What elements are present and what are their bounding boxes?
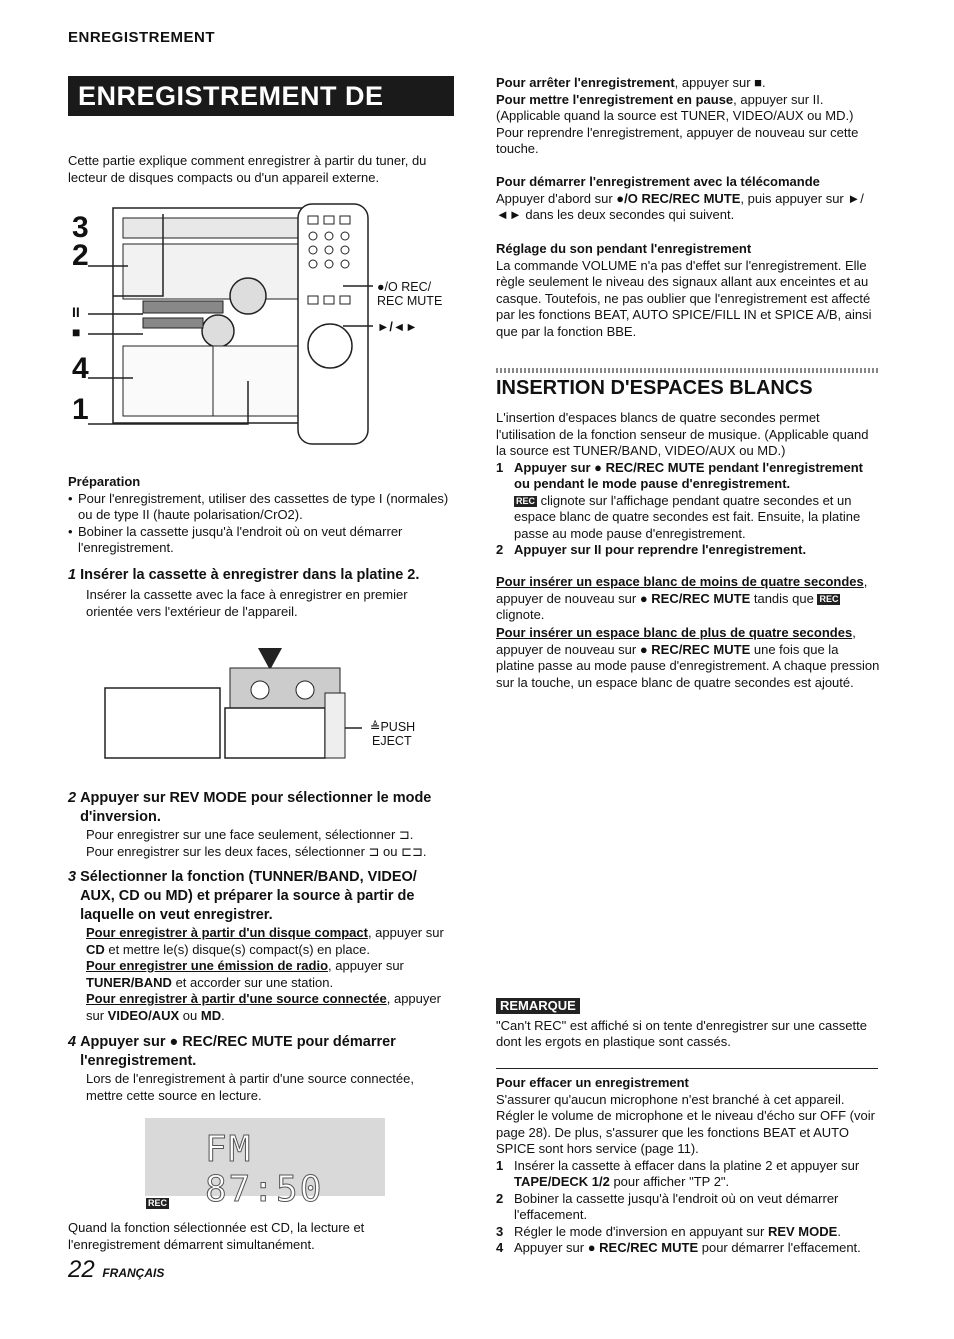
figure-label-stop: ■ (72, 324, 81, 340)
step-title: Insérer la cassette à enregistrer dans la platine 2. (80, 567, 420, 583)
page-title: ENREGISTREMENT DE BASE (68, 76, 454, 116)
step-number: 1 (496, 1157, 504, 1173)
pause-heading: Pour mettre l'enregistrement en pause (496, 91, 734, 107)
remarque-section (496, 998, 880, 1051)
list-item: • Pour l'enregistrement, utiliser des cassettes de type I (normales) ou de type II (haute polarisation/CrO2). (68, 491, 452, 524)
page-language: FRANÇAIS (102, 1266, 165, 1280)
cd-note: Quand la fonction sélectionnée est CD, la lecture et l'enregistrement démarrent simultanément. (68, 1220, 365, 1252)
cd-key: CD (86, 941, 105, 957)
step-body-line2: Pour enregistrer sur les deux faces, sélectionner ⊐ ou ⊏⊐. (86, 843, 427, 859)
text: Appuyer sur (514, 1240, 588, 1255)
divider (496, 1068, 878, 1069)
rec-indicator: REC (819, 593, 839, 604)
eject-label: EJECT (372, 734, 412, 748)
erase-steps (496, 1158, 880, 1257)
list-item (496, 1158, 880, 1191)
section-divider (496, 368, 878, 373)
page-footer (68, 1256, 165, 1283)
rec-label-line2: REC MUTE (377, 294, 443, 308)
text: et accorder sur une station. (171, 974, 334, 990)
list-item (496, 542, 880, 559)
text: pour afficher "TP 2". (609, 1174, 730, 1189)
step-title: Appuyer sur II pour reprendre l'enregistrement. (514, 542, 807, 557)
figure-label-pause: II (72, 304, 80, 320)
insert-body: L'insertion d'espaces blancs de quatre secondes permet l'utilisation de la fonction senseur de musique. (Applicable quand la source est TUNER/BAND, VIDEO/AUX ou MD.) (496, 410, 869, 458)
step3-cd-heading: Pour enregistrer à partir d'un disque compact (86, 925, 368, 940)
step3-radio (68, 958, 452, 991)
text: , appuyer sur ■. (674, 75, 766, 90)
rec-key: ● REC/REC MUTE (587, 1240, 699, 1255)
rec-key: ● REC/REC MUTE (639, 641, 751, 657)
step-body: Insérer la cassette avec la face à enregistrer en premier orientée vers l'extérieur de l'appareil. (86, 587, 408, 619)
text: , appuyer sur (367, 925, 444, 940)
step-number: 2 (496, 1190, 504, 1206)
rev-mode-key: REV MODE (767, 1223, 838, 1239)
step-title: Appuyer sur REV MODE pour sélectionner le mode d'inversion. (80, 790, 432, 825)
remote-section (496, 174, 880, 224)
insert-steps (496, 460, 880, 559)
step-number: 2 (68, 790, 77, 806)
list-item: • Bobiner la cassette jusqu'à l'endroit où on veut démarrer l'enregistrement. (68, 524, 452, 557)
rec-key: ● REC/REC MUTE (639, 590, 751, 606)
text: Insérer la cassette à effacer dans la platine 2 et appuyer sur (514, 1157, 860, 1173)
step-number: 4 (496, 1240, 504, 1255)
step-title: Sélectionner la fonction (TUNNER/BAND, VIDEO/ AUX, CD ou MD) et préparer la source à partir de laquelle on veut enregistrer. (80, 869, 417, 923)
text: , appuyer sur (86, 991, 441, 1023)
text: et mettre le(s) disque(s) compact(s) en place. (104, 941, 370, 957)
text: clignote. (496, 607, 545, 622)
step3-source (68, 991, 452, 1024)
step-1 (68, 566, 452, 620)
step3-source-heading: Pour enregistrer à partir d'une source connectée (86, 991, 387, 1006)
rec-indicator: REC (516, 495, 536, 506)
text: tandis que (750, 590, 818, 606)
text: , puis appuyer sur ►/◄► dans les deux secondes qui suivent. (496, 190, 864, 222)
text: ou (179, 1007, 201, 1023)
text: clignote sur l'affichage pendant quatre secondes et un espace blanc de quatre secondes est fait. Ensuite, la platine passe au mode pause d'enregistrement. (514, 492, 861, 541)
section-kicker: ENREGISTREMENT (68, 29, 216, 46)
step-body: Lors de l'enregistrement à partir d'une source connectée, mettre cette source en lecture. (86, 1071, 414, 1103)
step-title: Appuyer sur ● REC/REC MUTE pour démarrer l'enregistrement. (80, 1034, 396, 1069)
text: Bobiner la cassette jusqu'à l'endroit où on veut démarrer l'effacement. (514, 1190, 839, 1222)
tuner-key: TUNER/BAND (86, 974, 172, 990)
step-number: 3 (496, 1223, 504, 1239)
figure-label-3: 3 (72, 211, 89, 244)
rec-indicator: REC (148, 1198, 168, 1208)
step3-cd (68, 925, 452, 958)
play-label: ►/◄► (377, 320, 418, 334)
text: Appuyer d'abord sur (496, 190, 617, 206)
insert-section (496, 376, 880, 559)
figure-label-4: 4 (72, 352, 89, 385)
more-heading: Pour insérer un espace blanc de plus de quatre secondes (496, 625, 853, 640)
intro-text: Cette partie explique comment enregistrer à partir du tuner, du lecteur de disques compacts ou d'un appareil externe. (68, 153, 427, 185)
step-number: 4 (68, 1034, 77, 1050)
step-2 (68, 789, 452, 860)
more-section (496, 625, 880, 691)
stop-pause-section (496, 75, 880, 158)
list-item (496, 1191, 880, 1224)
stop-heading: Pour arrêter l'enregistrement (496, 75, 675, 90)
text: , appuyer sur (328, 958, 404, 973)
list-item (496, 1224, 880, 1241)
remarque-body: "Can't REC" est affiché si on tente d'enregistrer sur une cassette dont les ergots en plastique sont cassés. (496, 1017, 867, 1049)
step-title: Appuyer sur ● REC/REC MUTE pendant l'enregistrement ou pendant le mode pause d'enregistrement. (514, 459, 863, 491)
arrow-down-icon (258, 648, 282, 670)
video-aux-key: VIDEO/AUX (107, 1007, 180, 1023)
step-body-line1: Pour enregistrer sur une face seulement, sélectionner ⊐. (86, 827, 414, 842)
text: Pour reprendre l'enregistrement, appuyer de nouveau sur cette touche. (496, 124, 859, 156)
insert-title: INSERTION D'ESPACES BLANCS (496, 377, 813, 399)
sound-body: La commande VOLUME n'a pas d'effet sur l'enregistrement. Elle règle seulement le niveau des signaux allant aux enceintes et au casque. Toutefois, ne pas oublier que l'enregistrement est affecté par les fonctions BEAT, AUTO SPICE/FILL IN et SPICE A/B, ainsi que par la fonction BBE. (496, 257, 872, 339)
erase-heading: Pour effacer un enregistrement (496, 1075, 689, 1090)
preparation-list (68, 491, 452, 557)
less-section (496, 574, 880, 624)
list-item (496, 460, 880, 543)
text: . (837, 1223, 841, 1239)
sound-section (496, 241, 880, 340)
text: une fois que la platine passe au mode pause d'enregistrement. A chaque pression sur la touche, un espace blanc de quatre secondes est ajouté. (496, 641, 880, 690)
preparation-title: Préparation (68, 474, 141, 489)
erase-body: S'assurer qu'aucun microphone n'est branché à cet appareil. Régler le volume de microphone et le niveau d'écho sur OFF (voir page 28). De plus, s'assurer que les fonctions BEAT et AUTO SPICE sont hors service (page 11). (496, 1091, 875, 1156)
step-4 (68, 1033, 452, 1104)
erase-section (496, 1075, 880, 1257)
less-heading: Pour insérer un espace blanc de moins de quatre secondes (496, 574, 864, 589)
text: Régler le mode d'inversion en appuyant sur (514, 1223, 768, 1239)
list-item (496, 1240, 880, 1257)
rec-key: ●/O REC/REC MUTE (616, 190, 741, 206)
remote-heading: Pour démarrer l'enregistrement avec la télécomande (496, 174, 820, 189)
remarque-badge: REMARQUE (496, 998, 580, 1014)
sound-heading: Réglage du son pendant l'enregistrement (496, 241, 752, 256)
md-key: MD (200, 1007, 222, 1023)
step-number: 2 (496, 542, 504, 557)
figure-label-2: 2 (72, 239, 89, 272)
text: . (221, 1007, 225, 1023)
step-number: 1 (496, 459, 504, 475)
push-label: ≜PUSH (370, 720, 416, 734)
step-3 (68, 868, 452, 1024)
cassette-deck-figure (100, 648, 440, 763)
figure-label-1: 1 (72, 393, 89, 426)
preparation-section (68, 474, 452, 557)
text: pour démarrer l'effacement. (698, 1240, 861, 1255)
page-number: 22 (68, 1256, 95, 1283)
step-number: 1 (68, 567, 77, 583)
rec-label-line1: ●/O REC/ (377, 280, 432, 294)
step3-radio-heading: Pour enregistrer une émission de radio (86, 958, 329, 973)
text: , appuyer de nouveau sur (496, 574, 868, 606)
text: , appuyer sur II. (Applicable quand la source est TUNER, VIDEO/AUX ou MD.) (496, 91, 854, 123)
stereo-remote-figure (68, 196, 468, 458)
step-number: 3 (68, 869, 77, 885)
text: , appuyer de nouveau sur (496, 625, 856, 657)
lcd-readout: FM 87:50 (205, 1129, 324, 1210)
tape-deck-key: TAPE/DECK 1/2 (514, 1174, 610, 1189)
